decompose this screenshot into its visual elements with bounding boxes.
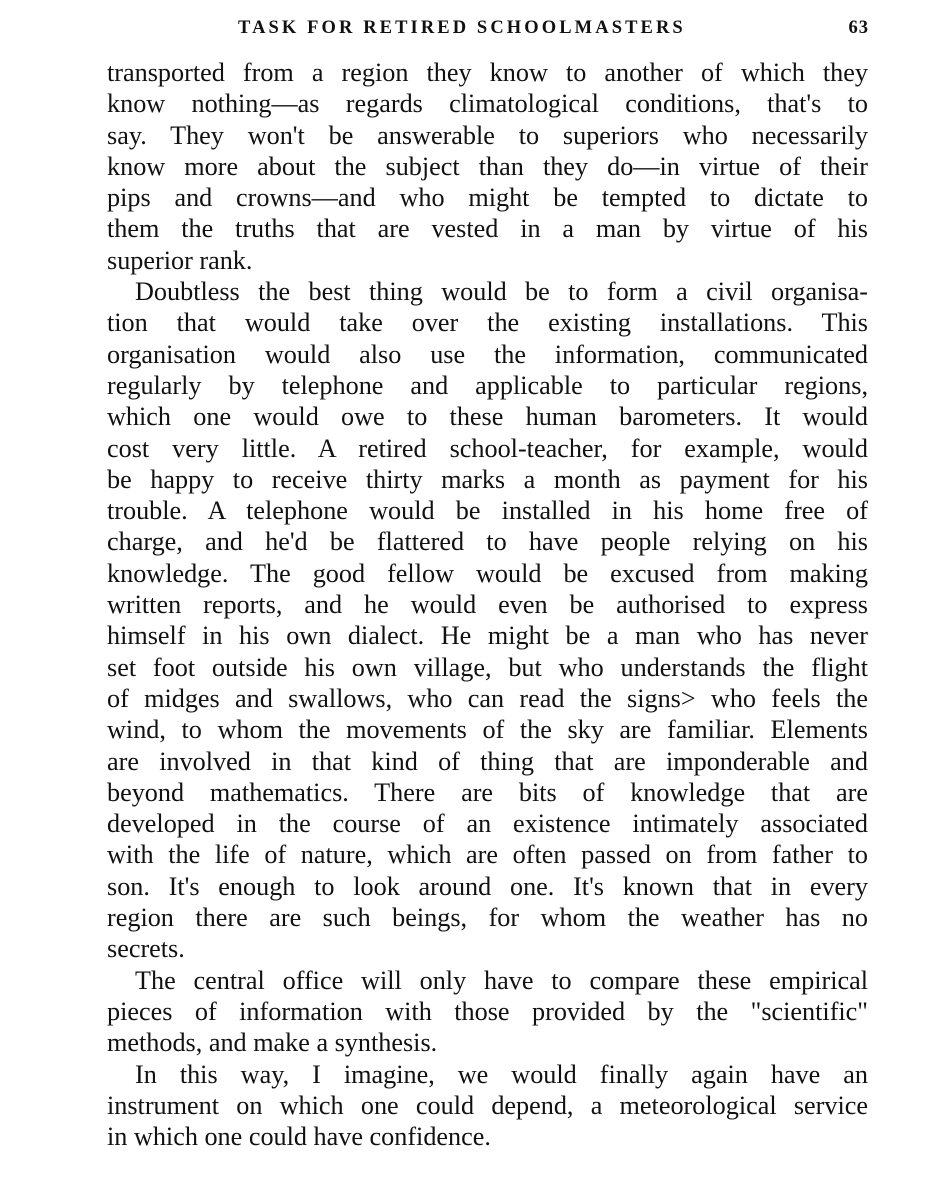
text-line: in which one could have confidence.: [107, 1122, 491, 1152]
text-line: himself in his own dialect. He might be a man who has never: [107, 621, 868, 651]
text-line: knowledge. The good fellow would be excused from making: [107, 558, 868, 588]
text-line: region there are such beings, for whom the weather has no: [107, 903, 868, 933]
text-line: secrets.: [107, 934, 185, 964]
running-head: [0, 18, 939, 48]
text-line: The central office will only have to compare these empirical: [135, 965, 868, 995]
page-number: 63: [848, 18, 869, 38]
text-line: them the truths that are vested in a man by virtue of his: [107, 214, 868, 244]
text-line: are involved in that kind of thing that are imponderable and: [107, 746, 868, 776]
text-line: transported from a region they know to another of which they: [107, 58, 868, 87]
text-line: regularly by telephone and applicable to particular regions,: [107, 370, 868, 400]
text-line: know more about the subject than they do—in virtue of their: [107, 151, 868, 181]
text-line: instrument on which one could depend, a meteorological service: [107, 1090, 868, 1120]
text-line: say. They won't be answerable to superiors who necessarily: [107, 120, 868, 150]
text-line: charge, and he'd be flattered to have people relying on his: [107, 527, 868, 557]
paragraph-1: [107, 57, 868, 276]
text-line: organisation would also use the information, communicated: [107, 339, 868, 369]
text-line: Doubtless the best thing would be to form a civil organisa-: [135, 277, 868, 307]
text-line: cost very little. A retired school-teacher, for example, would: [107, 433, 868, 463]
text-line: of midges and swallows, who can read the signs> who feels the: [107, 683, 868, 713]
body-text: [107, 57, 868, 1152]
text-line: son. It's enough to look around one. It's known that in every: [107, 871, 868, 901]
text-line: written reports, and he would even be authorised to express: [107, 590, 868, 620]
paragraph-2: [107, 276, 868, 965]
text-line: be happy to receive thirty marks a month as payment for his: [107, 464, 868, 494]
text-line: pieces of information with those provided by the "scientific": [107, 996, 868, 1026]
text-line: In this way, I imagine, we would finally again have an: [135, 1059, 868, 1089]
paragraph-4: [107, 1059, 868, 1153]
text-line: superior rank.: [107, 245, 253, 275]
text-line: trouble. A telephone would be installed in his home free of: [107, 496, 868, 526]
text-line: know nothing—as regards climatological conditions, that's to: [107, 89, 868, 119]
text-line: which one would owe to these human barometers. It would: [107, 402, 868, 432]
text-line: wind, to whom the movements of the sky are familiar. Elements: [107, 715, 868, 745]
text-line: with the life of nature, which are often passed on from father to: [107, 840, 868, 870]
text-line: developed in the course of an existence intimately associated: [107, 809, 868, 839]
text-line: methods, and make a synthesis.: [107, 1028, 438, 1058]
text-line: tion that would take over the existing installations. This: [107, 308, 868, 338]
text-line: pips and crowns—and who might be tempted to dictate to: [107, 183, 868, 213]
running-title: TASK FOR RETIRED SCHOOLMASTERS: [238, 18, 686, 38]
text-line: beyond mathematics. There are bits of knowledge that are: [107, 777, 868, 807]
text-line: set foot outside his own village, but who understands the flight: [107, 652, 868, 682]
paragraph-3: [107, 965, 868, 1059]
